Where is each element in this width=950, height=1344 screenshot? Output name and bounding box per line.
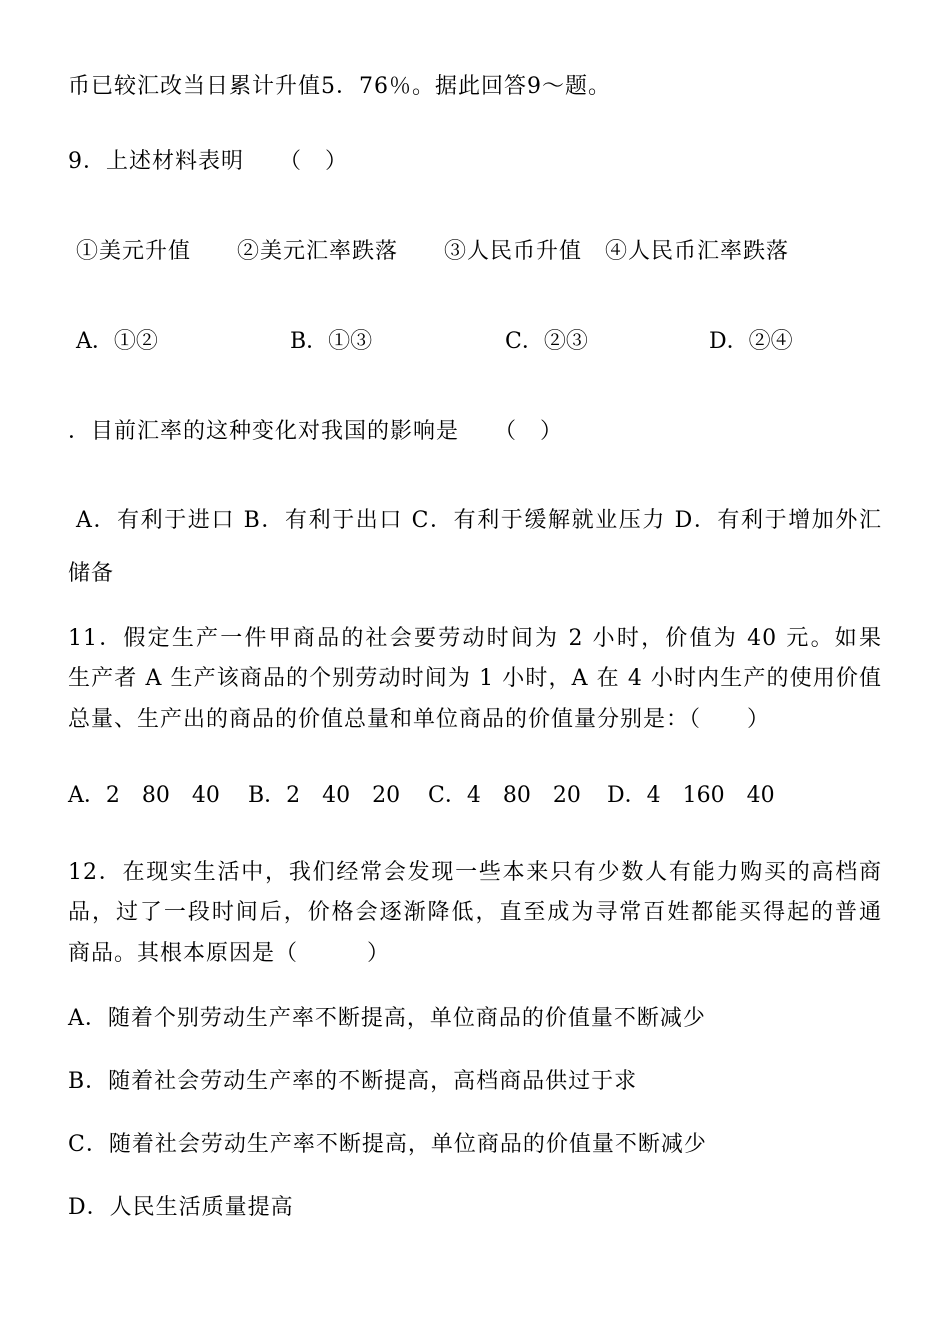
intro-tail: 币已较汇改当日累计升值5．76％。据此回答9～题。 <box>68 74 611 99</box>
q12-line1: 12．在现实生活中，我们经常会发现一些本来只有少数人有能力购买的高档商 <box>68 860 882 885</box>
q12-option-c: C．随着社会劳动生产率不断提高，单位商品的价值量不断减少 <box>68 1132 707 1157</box>
q9-option-c: C．②③ <box>505 329 588 354</box>
q9-option-b: B．①③ <box>290 329 373 354</box>
q10-options-line2: 储备 <box>68 561 115 586</box>
q11-line2: 生产者 A 生产该商品的个别劳动时间为 1 小时，A 在 4 小时内生产的使用价值 <box>68 666 882 691</box>
q11-option-d: D．4 160 40 <box>607 783 775 808</box>
q12-option-d: D．人民生活质量提高 <box>68 1195 294 1220</box>
q11-option-b: B．2 40 20 <box>248 783 401 808</box>
q9-statements: ①美元升值 ②美元汇率跌落 ③人民币升值 ④人民币汇率跌落 <box>76 239 790 264</box>
q9-option-a: A．①② <box>76 329 158 354</box>
q9-option-d: D．②④ <box>709 329 793 354</box>
q11-option-a: A．2 80 40 <box>68 783 220 808</box>
q10-stem: ．目前汇率的这种变化对我国的影响是 （ ） <box>68 419 564 444</box>
q12-line2: 品，过了一段时间后，价格会逐渐降低，直至成为寻常百姓都能买得起的普通 <box>68 900 882 925</box>
q12-option-a: A．随着个别劳动生产率不断提高，单位商品的价值量不断减少 <box>68 1006 706 1031</box>
q9-stem: 9．上述材料表明 （ ） <box>68 149 348 174</box>
q11-line1: 11．假定生产一件甲商品的社会要劳动时间为 2 小时，价值为 40 元。如果 <box>68 626 882 651</box>
q11-line3: 总量、生产出的商品的价值总量和单位商品的价值量分别是：（ ） <box>68 707 771 732</box>
q12-line3: 商品。其根本原因是（ ） <box>68 941 391 966</box>
q11-option-c: C．4 80 20 <box>428 783 581 808</box>
q12-option-b: B．随着社会劳动生产率的不断提高，高档商品供过于求 <box>68 1069 638 1094</box>
q10-options-line1: A．有利于进口 B．有利于出口 C．有利于缓解就业压力 D．有利于增加外汇 <box>76 508 882 533</box>
